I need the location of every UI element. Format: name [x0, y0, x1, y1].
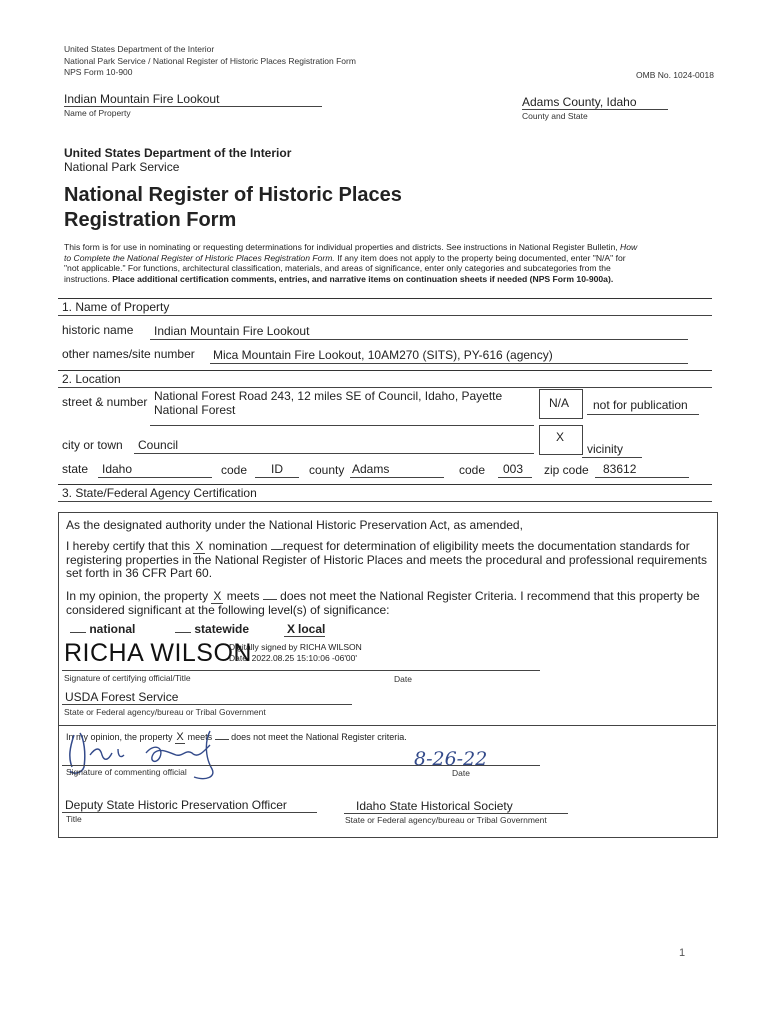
level-national-label: national [89, 622, 136, 636]
certify-text [66, 540, 707, 580]
commenting-text-a: In my opinion, the property [66, 732, 173, 742]
opinion-text-a: In my opinion, the property [66, 589, 209, 603]
state-code-label: code [221, 463, 248, 477]
header-line2: National Park Service / National Register of Historic Places Registration Form [64, 56, 356, 66]
commenting-text-b: meets [187, 732, 213, 742]
level-local [284, 622, 325, 637]
county-value: Adams [352, 462, 390, 476]
does-not-meet-blank [263, 599, 277, 600]
certifying-agency: USDA Forest Service [65, 690, 179, 704]
street-line2: National Forest [154, 403, 236, 417]
statewide-blank [175, 632, 191, 633]
commenting-agency-label: State or Federal agency/bureau or Tribal Government [345, 815, 547, 825]
street-line1: National Forest Road 243, 12 miles SE of Council, Idaho, Payette [154, 389, 503, 403]
digital-signature-line1: Digitally signed by RICHA WILSON [229, 642, 362, 652]
date-label: Date [394, 674, 412, 684]
instructions-p4: instructions. [64, 273, 110, 284]
divider [58, 370, 712, 371]
opinion-text-b: meets [226, 589, 260, 603]
underline [62, 812, 317, 813]
request-blank [271, 549, 283, 550]
level-national [70, 622, 135, 636]
header-line1: United States Department of the Interior [64, 44, 215, 54]
page-number: 1 [679, 947, 686, 959]
authority-text: As the designated authority under the National Historic Preservation Act, as amended, [66, 518, 523, 532]
instructions-p2: If any item does not apply to the property being documented, enter "N/A" for [334, 252, 626, 263]
certify-text-c: request for determination of eligibility meets the documentation standards for [282, 539, 690, 553]
instructions-p1-italic: How [620, 242, 638, 252]
county-state-top: Adams County, Idaho [522, 95, 668, 110]
underline [150, 339, 688, 340]
commenting-date-label: Date [452, 768, 470, 778]
digital-signature-line2: Date: 2022.08.25 15:10:06 -06'00' [229, 653, 358, 663]
section1-title: 1. Name of Property [62, 300, 170, 314]
underline [350, 477, 444, 478]
local-mark: X [284, 622, 298, 637]
opinion-text-c: does not meet the National Register Criteria. I recommend that this property be [280, 589, 700, 603]
commenting-signature-label: Signature of commenting official [66, 767, 187, 777]
underline [210, 363, 688, 364]
level-statewide-label: statewide [194, 622, 250, 636]
section2-title: 2. Location [62, 372, 121, 386]
commenting-date-value: 8-26-22 [414, 748, 488, 770]
state-code-value: ID [271, 462, 283, 476]
not-for-publication-label: not for publication [593, 398, 688, 412]
street-value [154, 389, 502, 417]
signature-label: Signature of certifying official/Title [64, 673, 191, 683]
header-form-number: NPS Form 10-900 [64, 67, 133, 77]
city-value: Council [138, 438, 179, 452]
divider [58, 484, 712, 485]
agency-line1: United States Department of the Interior [64, 146, 292, 160]
section3-title: 3. State/Federal Agency Certification [62, 486, 257, 500]
omb-number: OMB No. 1024-0018 [636, 70, 714, 80]
underline [98, 477, 212, 478]
certify-text-a: I hereby certify that this [66, 539, 191, 553]
digital-signature-stamp [229, 642, 362, 664]
property-name-label: Name of Property [64, 108, 131, 118]
vicinity-label: vicinity [587, 442, 624, 456]
zip-label: zip code [544, 463, 589, 477]
historic-name-label: historic name [62, 323, 134, 337]
certifying-signature: RICHA WILSON [64, 639, 252, 667]
underline [255, 477, 299, 478]
underline [498, 477, 532, 478]
divider [58, 387, 712, 388]
underline [344, 813, 568, 814]
commenting-title-label: Title [66, 814, 82, 824]
state-value: Idaho [102, 462, 133, 476]
certify-text-l3: set forth in 36 CFR Part 60. [66, 566, 213, 580]
certifying-agency-label: State or Federal agency/bureau or Tribal Government [64, 707, 266, 717]
meets-mark: X [213, 589, 222, 603]
instructions-p2-italic: to Complete the National Register of Historic Places Registration Form. [64, 252, 335, 263]
state-label: state [62, 462, 89, 476]
form-title-line2: Registration Form [64, 209, 237, 231]
instructions-p1: This form is for use in nominating or requesting determinations for individual properties and districts. See instructions in National Register Bulletin, [64, 242, 618, 252]
certify-text-l2: registering properties in the National Register of Historic Places and meets the procedural and professional requirements [66, 553, 707, 567]
historic-name-value: Indian Mountain Fire Lookout [154, 324, 310, 338]
vicinity-mark: X [556, 430, 565, 444]
instructions-p3: "not applicable." For functions, architectural classification, materials, and areas of significance, enter only categories and subcategories from the [64, 263, 611, 273]
instructions [64, 242, 637, 284]
county-label: county [309, 463, 345, 477]
county-code-value: 003 [503, 462, 524, 476]
divider [58, 315, 712, 316]
opinion-text [66, 590, 700, 617]
other-names-value: Mica Mountain Fire Lookout, 10AM270 (SITS), PY-616 (agency) [213, 348, 553, 362]
level-statewide [175, 622, 249, 636]
property-name-top: Indian Mountain Fire Lookout [64, 92, 322, 107]
underline [150, 425, 534, 426]
commenting-meets-mark: X [176, 731, 184, 743]
level-local-label: local [298, 622, 326, 636]
underline [134, 453, 534, 454]
commenting-text-c: does not meet the National Register criteria. [231, 732, 407, 742]
county-code-label: code [459, 463, 486, 477]
agency-line2: National Park Service [64, 160, 180, 174]
certify-text-b: nomination [208, 539, 268, 553]
underline [595, 477, 689, 478]
underline [582, 457, 642, 458]
form-title-line1: National Register of Historic Places [64, 184, 402, 206]
na-value: N/A [549, 396, 570, 410]
street-label: street & number [62, 395, 148, 409]
commenting-title-value: Deputy State Historic Preservation Officer [65, 798, 287, 812]
city-label: city or town [62, 438, 123, 452]
other-names-label: other names/site number [62, 347, 195, 361]
underline [587, 414, 699, 415]
instructions-p4-bold: Place additional certification comments, entries, and narrative items on continuation sheets if needed (NPS Form 10-900a). [109, 273, 614, 284]
divider [58, 298, 712, 299]
divider [58, 501, 712, 502]
zip-value: 83612 [603, 462, 637, 476]
opinion-text-l2: considered significant at the following level(s) of significance: [66, 603, 390, 617]
signature-line [62, 670, 540, 671]
underline [62, 704, 352, 705]
national-blank [70, 632, 86, 633]
county-state-label: County and State [522, 111, 588, 121]
commenting-agency-value: Idaho State Historical Society [356, 799, 513, 813]
nomination-mark: X [195, 539, 204, 553]
